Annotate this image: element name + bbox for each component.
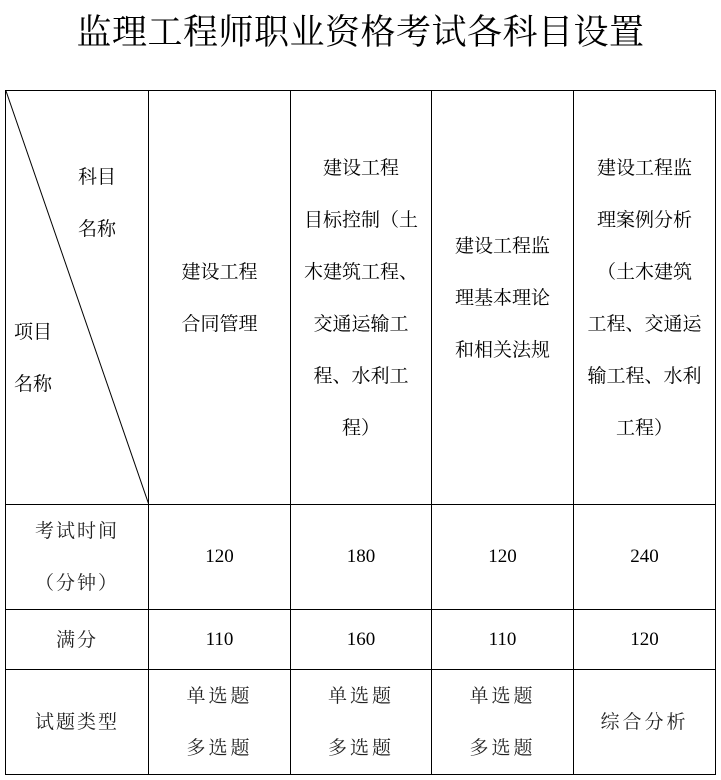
question-type-line: 综合分析	[600, 711, 689, 733]
subject-header-theory-regulations	[432, 91, 574, 505]
full-score-cell: 110	[149, 610, 291, 670]
label-line: 考试时间	[34, 520, 119, 542]
question-type-line: 单选题	[186, 685, 253, 707]
question-type-line: 单选题	[327, 685, 394, 707]
subject-label-line1: 科目	[78, 166, 117, 188]
subject-line: 工程）	[615, 416, 673, 439]
item-label-line2: 名称	[14, 373, 53, 395]
subject-line: （土木建筑	[596, 260, 692, 283]
question-type-cell	[574, 670, 716, 775]
question-type-line: 多选题	[186, 737, 253, 759]
full-score-label: 满分	[6, 610, 149, 670]
full-score-cell: 160	[291, 610, 432, 670]
exam-time-cell: 120	[149, 505, 291, 610]
label-line: （分钟）	[34, 572, 119, 594]
item-name-label	[14, 306, 52, 410]
full-score-row	[6, 610, 716, 670]
subject-line: 工程、交通运	[587, 312, 702, 335]
item-label-line1: 项目	[14, 321, 53, 343]
page-title: 监理工程师职业资格考试各科目设置	[76, 13, 645, 53]
question-type-line: 多选题	[469, 737, 536, 759]
subject-header-target-control	[291, 91, 432, 505]
subject-name-label	[78, 151, 116, 255]
exam-time-row	[6, 505, 716, 610]
header-row	[6, 91, 716, 505]
corner-cell	[6, 91, 149, 505]
exam-subjects-table	[5, 90, 716, 775]
subject-header-contract	[149, 91, 291, 505]
subject-line: 合同管理	[181, 312, 258, 335]
exam-time-cell: 120	[432, 505, 574, 610]
subject-label-line2: 名称	[78, 218, 117, 240]
full-score-cell: 120	[574, 610, 716, 670]
question-type-cell	[149, 670, 291, 775]
subject-line: 建设工程监	[454, 234, 550, 257]
question-type-line: 单选题	[469, 685, 536, 707]
subject-line: 输工程、水利	[587, 364, 702, 387]
subject-line: 和相关法规	[454, 338, 550, 361]
question-type-line: 多选题	[327, 737, 394, 759]
exam-time-cell: 180	[291, 505, 432, 610]
full-score-cell: 110	[432, 610, 574, 670]
subject-line: 程）	[341, 416, 380, 439]
subject-line: 理案例分析	[596, 208, 692, 231]
subject-line: 程、水利工	[313, 364, 409, 387]
subject-line: 交通运输工	[313, 312, 409, 335]
subject-line: 木建筑工程、	[303, 260, 418, 283]
subject-line: 目标控制（土	[303, 208, 418, 231]
question-type-cell	[432, 670, 574, 775]
exam-time-cell: 240	[574, 505, 716, 610]
subject-line: 理基本理论	[454, 286, 550, 309]
question-type-row	[6, 670, 716, 775]
subject-line: 建设工程	[322, 156, 399, 179]
subject-header-case-analysis	[574, 91, 716, 505]
subject-line: 建设工程	[181, 260, 258, 283]
question-type-label: 试题类型	[6, 670, 149, 775]
question-type-cell	[291, 670, 432, 775]
exam-time-label	[6, 505, 149, 610]
subject-line: 建设工程监	[596, 156, 692, 179]
